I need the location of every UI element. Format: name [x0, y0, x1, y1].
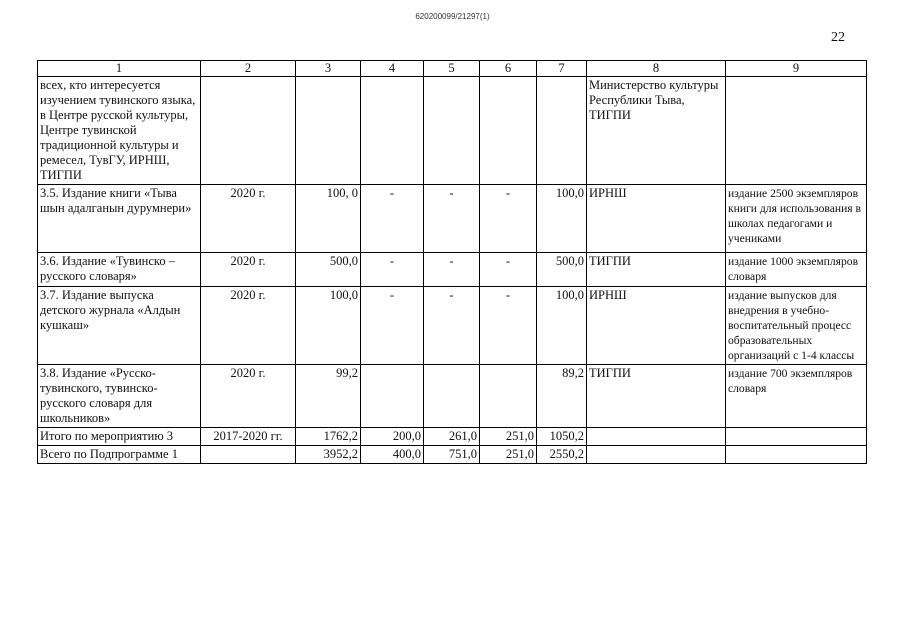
result-cell — [726, 446, 867, 464]
col5-cell — [424, 365, 480, 428]
col4-cell: - — [361, 185, 424, 253]
col4-cell — [361, 77, 424, 185]
executor-cell — [587, 446, 726, 464]
result-cell — [726, 428, 867, 446]
column-header: 7 — [537, 61, 587, 77]
result-cell: издание 2500 экземпляров книги для использования в школах педагогами и учениками — [726, 185, 867, 253]
grand-total-row — [38, 446, 867, 464]
col5-cell: - — [424, 185, 480, 253]
budget-table — [37, 60, 867, 464]
table-row — [38, 253, 867, 287]
col5-cell — [424, 77, 480, 185]
column-header: 2 — [201, 61, 296, 77]
result-cell — [726, 77, 867, 185]
col7-cell: 2550,2 — [537, 446, 587, 464]
column-header: 4 — [361, 61, 424, 77]
column-header: 3 — [296, 61, 361, 77]
activity-cell: 3.6. Издание «Тувинско – русского словаря» — [38, 253, 201, 287]
col4-cell: - — [361, 253, 424, 287]
col5-cell: - — [424, 287, 480, 365]
period-cell: 2017-2020 гг. — [201, 428, 296, 446]
column-header: 1 — [38, 61, 201, 77]
activity-cell: Итого по мероприятию 3 — [38, 428, 201, 446]
activity-cell: 3.5. Издание книги «Тыва шын адалганын дурумнери» — [38, 185, 201, 253]
total-cell: 500,0 — [296, 253, 361, 287]
total-cell — [296, 77, 361, 185]
col5-cell: 751,0 — [424, 446, 480, 464]
total-cell: 99,2 — [296, 365, 361, 428]
activity-cell: всех, кто интересуется изучением тувинского языка, в Центре русской культуры, Центре тувинской традиционной культуры и ремесел, ТувГУ, ИРНШ, ТИГПИ — [38, 77, 201, 185]
table-row — [38, 77, 867, 185]
col6-cell: - — [480, 185, 537, 253]
col4-cell: 400,0 — [361, 446, 424, 464]
total-cell: 100, 0 — [296, 185, 361, 253]
activity-cell: Всего по Подпрограмме 1 — [38, 446, 201, 464]
period-cell — [201, 446, 296, 464]
col6-cell: 251,0 — [480, 428, 537, 446]
table-row — [38, 365, 867, 428]
col7-cell: 1050,2 — [537, 428, 587, 446]
result-cell: издание 700 экземпляров словаря — [726, 365, 867, 428]
col6-cell: - — [480, 287, 537, 365]
col6-cell: - — [480, 253, 537, 287]
table-row — [38, 185, 867, 253]
period-cell: 2020 г. — [201, 185, 296, 253]
period-cell: 2020 г. — [201, 253, 296, 287]
col6-cell — [480, 77, 537, 185]
col5-cell: 261,0 — [424, 428, 480, 446]
executor-cell: ИРНШ — [587, 185, 726, 253]
activity-cell: 3.8. Издание «Русско-тувинского, тувинско-русского словаря для школьников» — [38, 365, 201, 428]
executor-cell: ИРНШ — [587, 287, 726, 365]
col7-cell — [537, 77, 587, 185]
col6-cell: 251,0 — [480, 446, 537, 464]
period-cell: 2020 г. — [201, 287, 296, 365]
column-header: 9 — [726, 61, 867, 77]
document-id: 620200099/21297(1) — [415, 12, 490, 21]
page-number: 22 — [831, 30, 845, 45]
total-cell: 100,0 — [296, 287, 361, 365]
col7-cell: 89,2 — [537, 365, 587, 428]
result-cell: издание выпусков для внедрения в учебно-воспитательный процесс образовательных организаций с 1-4 классы — [726, 287, 867, 365]
total-cell: 1762,2 — [296, 428, 361, 446]
activity-cell: 3.7. Издание выпуска детского журнала «Алдын кушкаш» — [38, 287, 201, 365]
col6-cell — [480, 365, 537, 428]
executor-cell — [587, 428, 726, 446]
table-row — [38, 287, 867, 365]
executor-cell: ТИГПИ — [587, 253, 726, 287]
col7-cell: 500,0 — [537, 253, 587, 287]
col4-cell — [361, 365, 424, 428]
col4-cell: - — [361, 287, 424, 365]
column-header: 6 — [480, 61, 537, 77]
period-cell — [201, 77, 296, 185]
executor-cell: ТИГПИ — [587, 365, 726, 428]
total-cell: 3952,2 — [296, 446, 361, 464]
result-cell: издание 1000 экземпляров словаря — [726, 253, 867, 287]
executor-cell: Министерство культуры Республики Тыва, ТИГПИ — [587, 77, 726, 185]
table-header-row — [38, 61, 867, 77]
col4-cell: 200,0 — [361, 428, 424, 446]
column-header: 8 — [587, 61, 726, 77]
period-cell: 2020 г. — [201, 365, 296, 428]
col7-cell: 100,0 — [537, 287, 587, 365]
col7-cell: 100,0 — [537, 185, 587, 253]
column-header: 5 — [424, 61, 480, 77]
col5-cell: - — [424, 253, 480, 287]
subtotal-row — [38, 428, 867, 446]
